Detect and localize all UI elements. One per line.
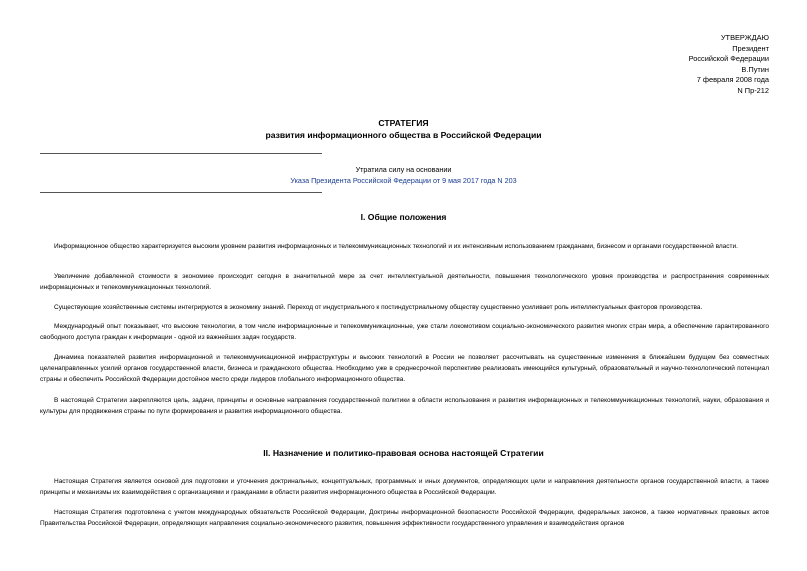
document-subtitle: развития информационного общества в Российской Федерации — [265, 129, 542, 140]
paragraph: Настоящая Стратегия является основой для подготовки и уточнения доктринальных, концептуальных, программных и иных документов, определяющих цели и направления деятельности органов государственной власти, а также принципы и механизмы их взаимодействия с организациями и гражданами в области развития информационного общества в Российской Федерации. — [40, 478, 769, 496]
paragraph: Динамика показателей развития информационной и телекоммуникационной инфраструктуры и высоких технологий в России не позволяет рассчитывать на существенные изменения в ближайшем будущем без совместных целенаправленных усилий органов государственной власти, бизнеса и гражданского общества. Необходимо уже в среднесрочной перспективе реализовать имеющийся культурный, образовательный и научно-технологический потенциал страны и обеспечить Российской Федерации достойное место среди лидеров глобального информационного общества. — [40, 354, 769, 383]
repeal-decree-link[interactable]: Указа Президента Российской Федерации от 9 мая 2017 года N 203 — [290, 175, 517, 185]
document-title-block — [40, 118, 767, 141]
section-heading-1: I. Общие положения — [360, 212, 447, 222]
divider-top — [40, 153, 322, 154]
repeal-notice-text: Утратила силу на основании — [355, 165, 452, 174]
approval-label: УТВЕРЖДАЮ — [720, 33, 769, 42]
approver-country: Российской Федерации — [688, 54, 769, 64]
approval-number: N Пр-212 — [737, 85, 769, 95]
paragraph: Настоящая Стратегия подготовлена с учетом международных обязательств Российской Федерации, Доктрины информационной безопасности Российской Федерации, федеральных законов, а также нормативных правовых актов Правительства Российской Федерации, определяющих направления социально-экономического развития, повышения эффективности государственного управления и взаимодействия органов — [40, 509, 769, 527]
approval-block — [689, 33, 769, 97]
divider-bottom — [40, 192, 322, 193]
paragraph: В настоящей Стратегии закрепляются цель, задачи, принципы и основные направления государственной политики в области использования и развития информационных и телекоммуникационных технологий, науки, образования и культуры для продвижения страны по пути формирования и развития информационного общества. — [40, 397, 769, 415]
approval-date: 7 февраля 2008 года — [696, 75, 769, 85]
paragraph: Существующие хозяйственные системы интегрируются в экономику знаний. Переход от индустриального к постиндустриальному обществу существенно усиливает роль интеллектуальных факторов производства. — [54, 304, 703, 311]
paragraph: Увеличение добавленной стоимости в экономике происходит сегодня в значительной мере за счет интеллектуальной деятельности, повышения технологического уровня производства и распространения современных информационных и телекоммуникационных технологий. — [40, 273, 769, 291]
paragraph: Информационное общество характеризуется высоким уровнем развития информационных и телекоммуникационных технологий и их интенсивным использованием гражданами, бизнесом и органами государственной власти. — [54, 243, 738, 250]
document-title: СТРАТЕГИЯ — [378, 118, 429, 128]
paragraph: Международный опыт показывает, что высокие технологии, в том числе информационные и телекоммуникационные, уже стали локомотивом социально-экономического развития многих стран мира, а обеспечение гарантированного свободного доступа граждан к информации - одной из важнейших задач государств. — [40, 323, 769, 341]
approver-name: В.Путин — [741, 64, 769, 74]
repeal-notice — [40, 165, 767, 186]
approver-position: Президент — [732, 43, 769, 53]
section-heading-2: II. Назначение и политико-правовая основа настоящей Стратегии — [263, 448, 544, 458]
